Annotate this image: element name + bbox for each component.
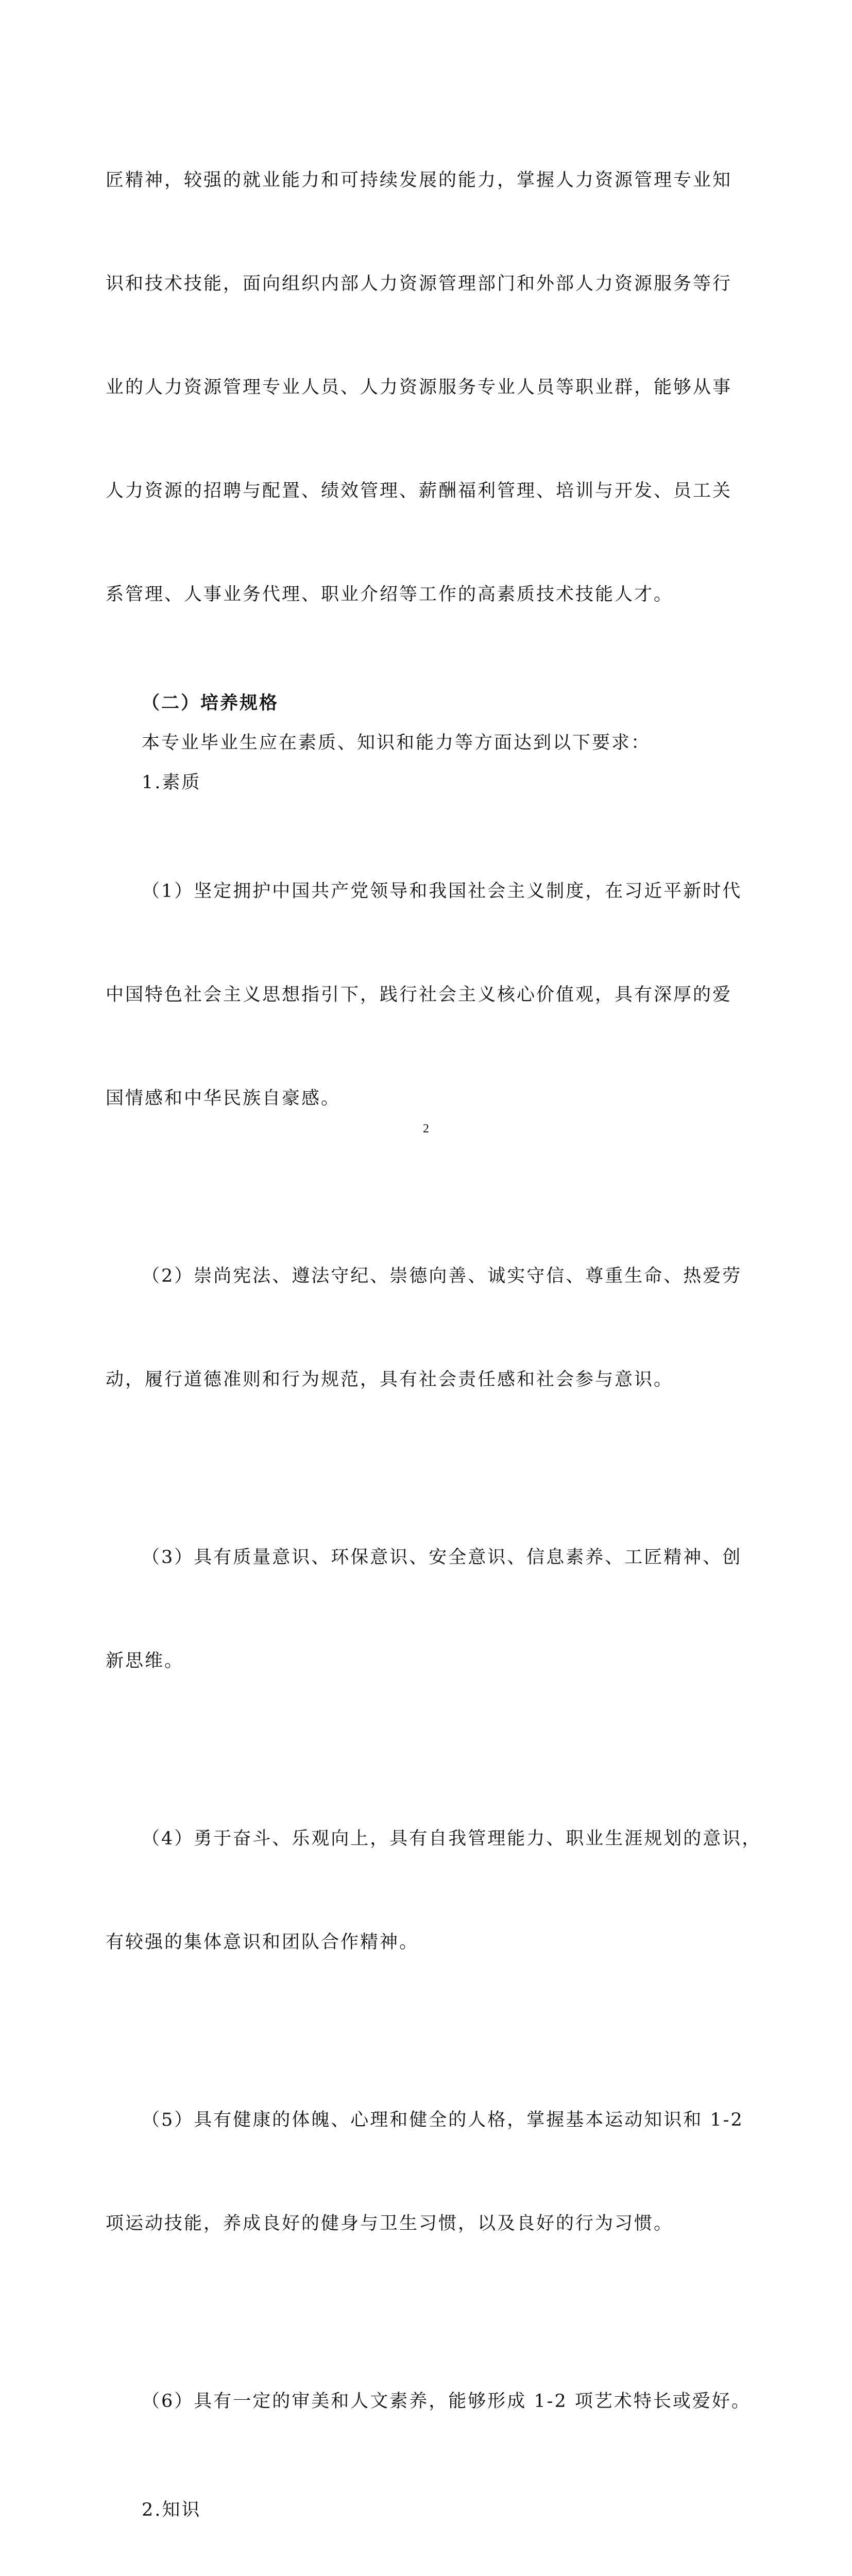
intro-paragraph bbox=[106, 94, 747, 681]
text-line: （4）勇于奋斗、乐观向上，具有自我管理能力、职业生涯规划的意识， bbox=[142, 1828, 762, 1849]
text-line: （5）具有健康的体魄、心理和健全的人格，掌握基本运动知识和 1-2 bbox=[142, 2110, 744, 2130]
quality-item-2 bbox=[106, 1190, 747, 1466]
page-number: 2 bbox=[423, 1122, 429, 1136]
text-line: 国情感和中华民族自豪感。 bbox=[106, 1088, 341, 1109]
quality-item-6 bbox=[106, 2315, 751, 2488]
text-line: 系管理、人事业务代理、职业介绍等工作的高素质技术技能人才。 bbox=[106, 584, 674, 605]
quality-item-3 bbox=[106, 1471, 747, 1748]
quality-item-4 bbox=[106, 1753, 762, 2029]
text-line: 有较强的集体意识和团队合作精神。 bbox=[106, 1932, 419, 1953]
section-intro: 本专业毕业生应在素质、知识和能力等方面达到以下要求： bbox=[142, 733, 651, 753]
text-line: 新思维。 bbox=[106, 1651, 184, 1671]
text-line: 中国特色社会主义思想指引下，践行社会主义核心价值观，具有深厚的爱 bbox=[106, 985, 732, 1005]
text-line: （2）崇尚宪法、遵法守纪、崇德向善、诚实守信、尊重生命、热爱劳 bbox=[142, 1266, 742, 1286]
quality-heading: 1.素质 bbox=[142, 772, 201, 793]
text-line: 匠精神，较强的就业能力和可持续发展的能力，掌握人力资源管理专业知 bbox=[106, 170, 732, 191]
document-body bbox=[106, 94, 762, 2576]
text-line: 业的人力资源管理专业人员、人力资源服务专业人员等职业群，能够从事 bbox=[106, 377, 732, 398]
section-heading: （二）培养规格 bbox=[142, 693, 279, 714]
knowledge-item-1 bbox=[106, 2533, 747, 2576]
knowledge-heading: 2.知识 bbox=[142, 2500, 201, 2520]
text-line: 动，履行道德准则和行为规范，具有社会责任感和社会参与意识。 bbox=[106, 1369, 674, 1390]
text-line: 识和技术技能，面向组织内部人力资源管理部门和外部人力资源服务等行 bbox=[106, 274, 732, 294]
text-line: 项运动技能，养成良好的健身与卫生习惯，以及良好的行为习惯。 bbox=[106, 2213, 674, 2234]
text-line: 人力资源的招聘与配置、绩效管理、薪酬福利管理、培训与开发、员工关 bbox=[106, 481, 732, 501]
quality-item-5 bbox=[106, 2034, 747, 2310]
text-line: （3）具有质量意识、环保意识、安全意识、信息素养、工匠精神、创 bbox=[142, 1547, 742, 1568]
text-line: （1）坚定拥护中国共产党领导和我国社会主义制度，在习近平新时代 bbox=[142, 881, 742, 902]
text-line: （6）具有一定的审美和人文素养，能够形成 1-2 项艺术特长或爱好。 bbox=[142, 2391, 751, 2412]
